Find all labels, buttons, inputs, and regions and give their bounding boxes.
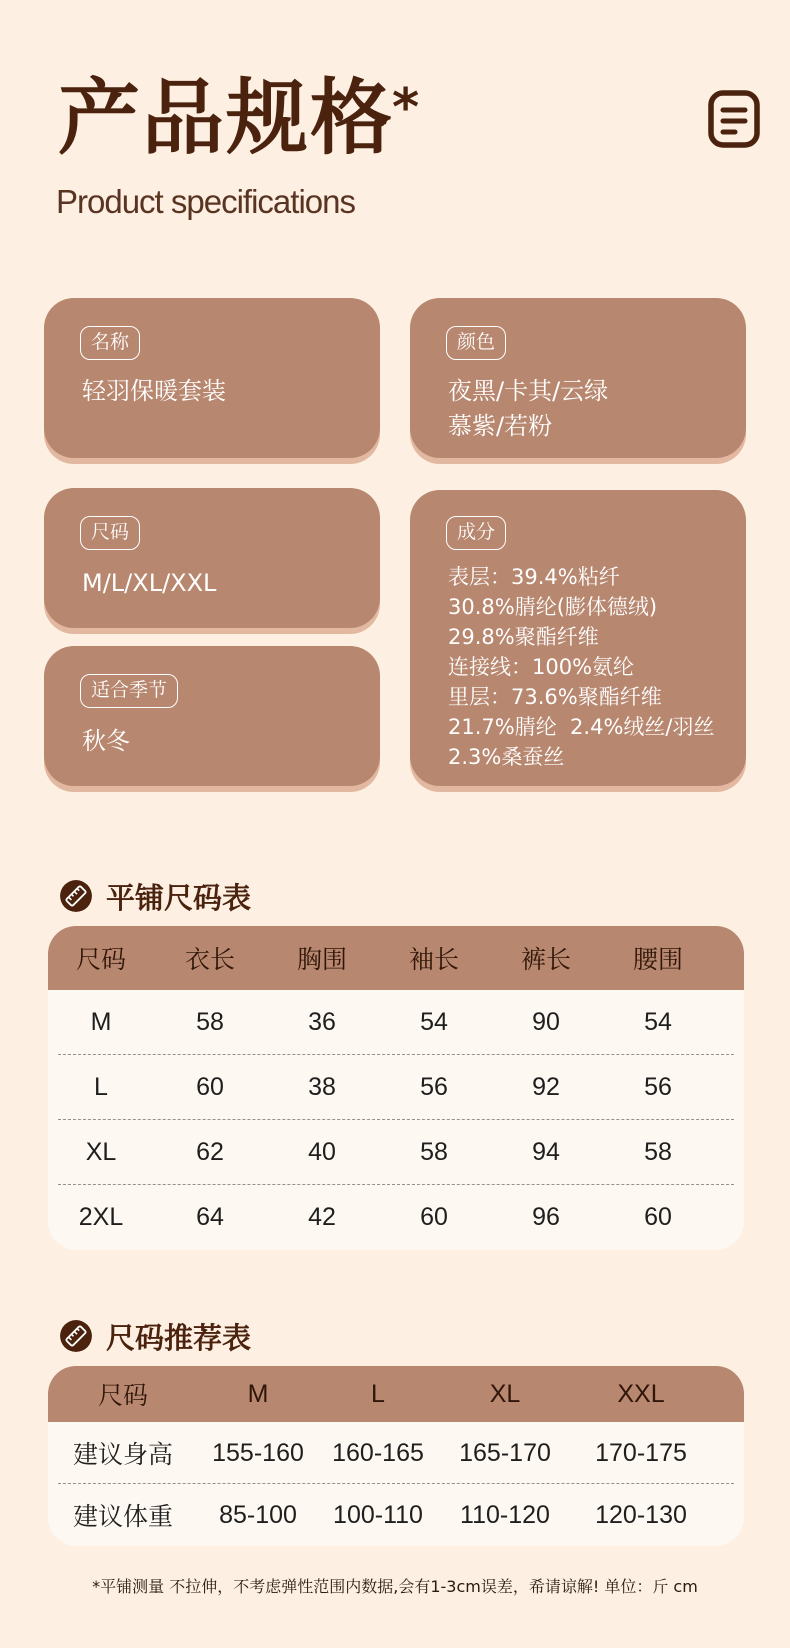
table-row [48,1422,744,1484]
table-cell: 58 [644,1138,672,1166]
table-cell: 60 [420,1203,448,1231]
flat-table-title: 平铺尺码表 [106,881,252,915]
table-cell: M [90,1008,112,1036]
table-header-cell: M [247,1379,269,1408]
card-color-line: 慕紫/若粉 [448,412,553,440]
table-header-cell: 裤长 [520,946,571,974]
card-season-value: 秋冬 [82,727,130,755]
table-cell: 建议身高 [72,1441,173,1469]
recommend-table-title: 尺码推荐表 [106,1321,252,1355]
table-header-cell: 尺码 [75,946,126,974]
table-cell: 120-130 [595,1500,687,1529]
table-header-cell: 衣长 [184,946,235,974]
composition-line: 21.7%腈纶 2.4%绒丝/羽丝 [448,715,715,739]
table-header-cell: XXL [617,1379,665,1408]
page-title: 产品规格 [58,71,395,166]
table-cell: 155-160 [212,1438,304,1467]
card-color-tag: 颜色 [446,326,506,360]
document-icon [708,90,760,148]
card-size-value: M/L/XL/XXL [82,569,217,597]
table-cell: L [94,1073,108,1101]
table-row [48,1185,744,1250]
table-cell: 58 [196,1008,224,1036]
card-size [44,488,380,628]
flat-size-table [48,926,744,1250]
table-header-cell: 尺码 [97,1382,148,1410]
table-header-cell: L [371,1379,385,1408]
composition-list [448,562,715,772]
table-row [48,1484,744,1546]
table-cell: 62 [196,1138,224,1166]
table-cell: XL [85,1138,117,1166]
table-cell: 36 [308,1008,336,1036]
card-season [44,646,380,786]
table-cell: 170-175 [595,1438,687,1467]
composition-line: 30.8%腈纶(膨体德绒) [448,595,658,619]
ruler-icon [60,880,92,912]
table-cell: 165-170 [459,1438,551,1467]
table-cell: 100-110 [333,1500,423,1529]
card-name [44,298,380,458]
table-header-row [48,926,744,990]
table-cell: 42 [308,1203,336,1231]
composition-line: 2.3%桑蚕丝 [448,745,565,769]
table-cell: 56 [644,1073,672,1101]
table-cell: 160-165 [332,1438,424,1467]
ruler-icon [60,1320,92,1352]
table-cell: 58 [420,1138,448,1166]
card-composition-tag: 成分 [446,516,506,550]
table-cell: 64 [196,1203,224,1231]
card-name-value: 轻羽保暖套装 [82,377,226,405]
table-header-row [48,1366,744,1422]
composition-line: 连接线：100%氨纶 [448,655,635,679]
card-color-value [448,374,608,444]
table-row [48,990,744,1055]
table-header-cell: XL [489,1379,521,1408]
table-cell: 96 [532,1203,560,1231]
composition-line: 表层：39.4%粘纤 [448,565,620,589]
card-name-tag: 名称 [80,326,140,360]
card-color [410,298,746,458]
card-season-tag: 适合季节 [80,674,178,708]
table-header-cell: 袖长 [408,946,459,974]
table-cell: 54 [420,1008,448,1036]
table-cell: 56 [420,1073,448,1101]
table-cell: 90 [532,1008,560,1036]
table-cell: 54 [644,1008,672,1036]
card-composition [410,490,746,786]
footnote: *平铺测量 不拉伸，不考虑弹性范围内数据,会有1-3cm误差，希请谅解! 单位：斤 cm [92,1577,698,1596]
table-cell: 94 [532,1138,560,1166]
table-row [48,1120,744,1185]
table-cell: 92 [532,1073,560,1101]
page-subtitle: Product specifications [56,183,355,220]
table-cell: 38 [308,1073,336,1101]
card-size-tag: 尺码 [80,516,140,550]
table-cell: 110-120 [460,1500,550,1529]
table-cell: 2XL [78,1203,124,1231]
table-header-cell: 腰围 [632,946,683,974]
table-row [48,1055,744,1120]
table-header-cell: 胸围 [296,946,347,974]
table-cell: 40 [308,1138,336,1166]
composition-line: 29.8%聚酯纤维 [448,625,599,649]
table-cell: 建议体重 [72,1503,173,1531]
title-asterisk: * [392,78,420,138]
table-cell: 60 [196,1073,224,1101]
composition-line: 里层：73.6%聚酯纤维 [448,685,662,709]
table-cell: 85-100 [219,1500,297,1529]
card-color-line: 夜黑/卡其/云绿 [448,377,609,405]
table-cell: 60 [644,1203,672,1231]
recommend-size-table [48,1366,744,1546]
